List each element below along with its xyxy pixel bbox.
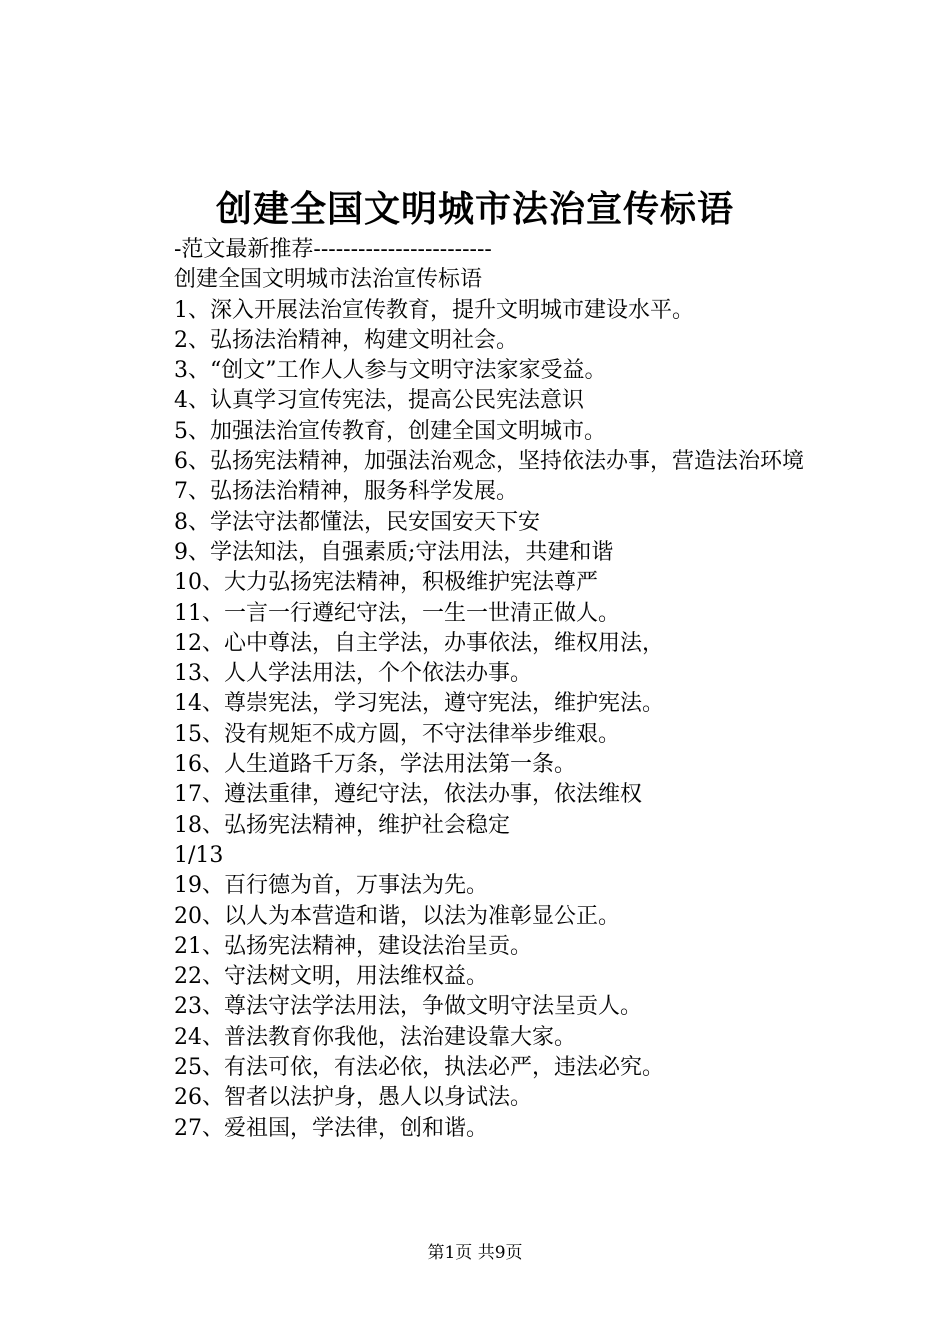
- slogan-line: 7、弘扬法治精神，服务科学发展。: [174, 479, 518, 505]
- slogan-line: 16、人生道路千万条，学法用法第一条。: [174, 752, 576, 778]
- slogan-line: 26、智者以法护身，愚人以身试法。: [174, 1085, 532, 1111]
- slogan-line: 27、爱祖国，学法律，创和谐。: [174, 1115, 488, 1141]
- slogan-line: 11、一言一行遵纪守法，一生一世清正做人。: [174, 600, 620, 626]
- slogan-line: 14、尊崇宪法，学习宪法，遵守宪法，维护宪法。: [174, 691, 664, 717]
- slogan-line: 9、学法知法，自强素质;守法用法，共建和谐: [174, 539, 614, 565]
- inline-page-marker: 1/13: [174, 842, 224, 868]
- slogan-line: 2、弘扬法治精神，构建文明社会。: [174, 327, 518, 353]
- slogan-line: 15、没有规矩不成方圆，不守法律举步维艰。: [174, 721, 620, 747]
- document-body: [130, 235, 850, 1144]
- slogan-line: 17、遵法重律，遵纪守法，依法办事，依法维权: [174, 782, 642, 808]
- slogan-line: 10、大力弘扬宪法精神，积极维护宪法尊严: [174, 570, 598, 596]
- slogan-line: 23、尊法守法学法用法，争做文明守法呈贡人。: [174, 994, 642, 1020]
- slogan-line: 13、人人学法用法，个个依法办事。: [174, 661, 532, 687]
- slogan-line: 4、认真学习宣传宪法，提高公民宪法意识: [174, 388, 584, 414]
- document-title: 创建全国文明城市法治宣传标语: [215, 188, 734, 230]
- slogan-line: 8、学法守法都懂法，民安国安天下安: [174, 509, 540, 535]
- slogan-line: 6、弘扬宪法精神，加强法治观念，坚持依法办事，营造法治环境: [174, 449, 804, 475]
- subtitle-line: 创建全国文明城市法治宣传标语: [174, 267, 483, 293]
- header-line: -范文最新推荐------------------------: [174, 237, 492, 262]
- slogan-line: 3、“创文”工作人人参与文明守法家家受益。: [174, 358, 607, 384]
- slogan-line: 25、有法可依，有法必依，执法必严，违法必究。: [174, 1055, 664, 1081]
- slogan-line: 19、百行德为首，万事法为先。: [174, 873, 488, 899]
- slogan-line: 20、以人为本营造和谐，以法为准彰显公正。: [174, 903, 620, 929]
- slogan-line: 18、弘扬宪法精神，维护社会稳定: [174, 812, 510, 838]
- page-footer: 第1页 共9页: [427, 1243, 523, 1263]
- slogan-line: 22、守法树文明，用法维权益。: [174, 964, 488, 990]
- slogan-line: 12、心中尊法，自主学法，办事依法，维权用法，: [174, 630, 664, 656]
- slogan-line: 21、弘扬宪法精神，建设法治呈贡。: [174, 933, 532, 959]
- slogan-line: 5、加强法治宣传教育，创建全国文明城市。: [174, 418, 606, 444]
- slogan-line: 1、深入开展法治宣传教育，提升文明城市建设水平。: [174, 297, 694, 323]
- slogan-line: 24、普法教育你我他，法治建设靠大家。: [174, 1024, 576, 1050]
